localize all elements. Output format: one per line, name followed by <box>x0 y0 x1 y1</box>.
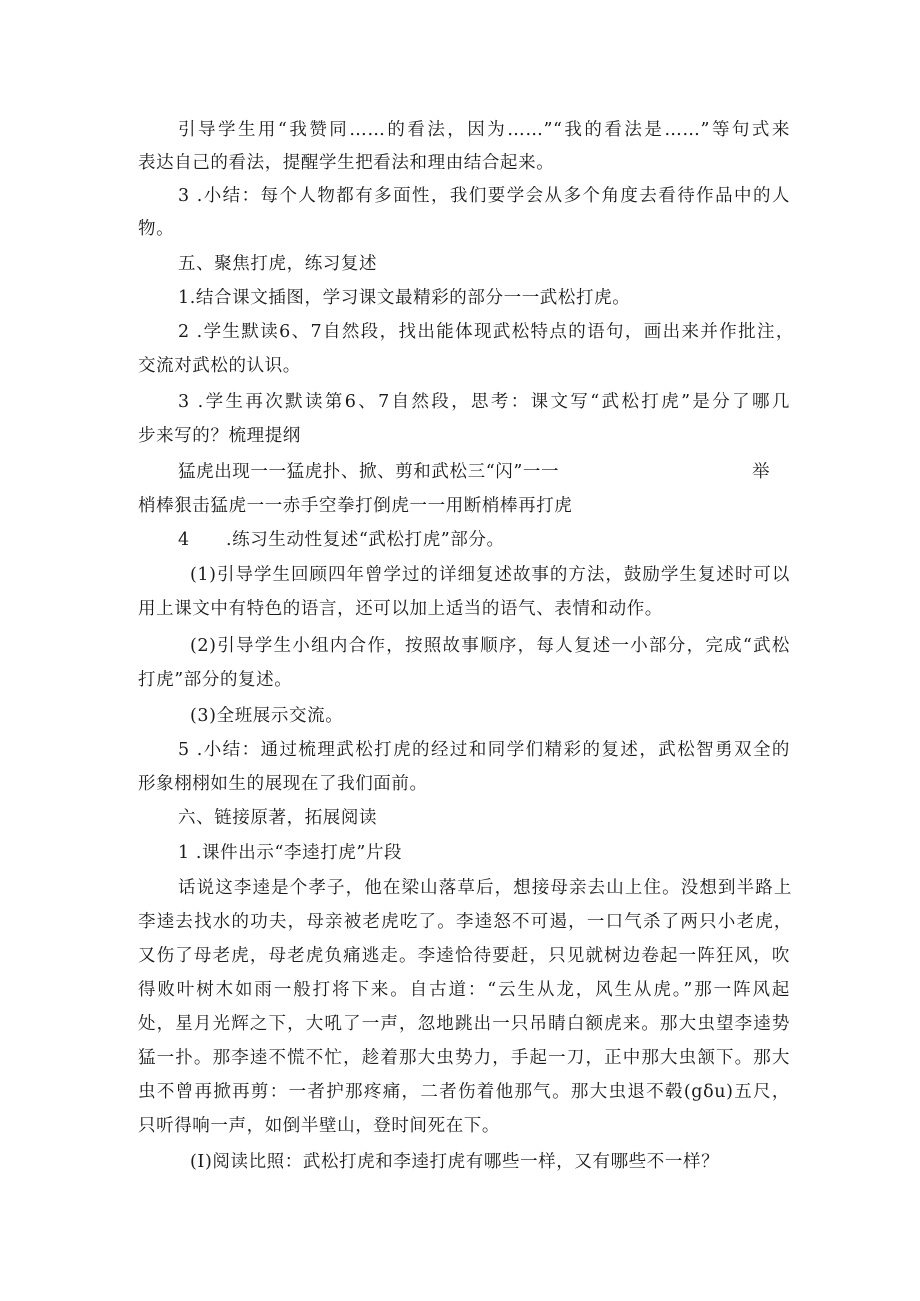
section-heading: 六、链接原著，拓展阅读 <box>178 808 378 828</box>
paragraph-line: 用上课文中有特色的语言，还可以加上适当的语气、表情和动作。 <box>138 599 663 619</box>
paragraph-line: 处，星月光辉之下，大吼了一声，忽地跳出一只吊睛白额虎来。那大虫望李逵势 <box>138 1014 790 1034</box>
paragraph-line: 表达自己的看法，提醒学生把看法和理由结合起来。 <box>138 153 555 173</box>
paragraph-line: 虫不曾再掀再剪：一者护那疼痛，二者伤着他那气。那大虫退不毂(gδu)五尺， <box>138 1082 790 1102</box>
paragraph-line: 猛一扑。那李逵不慌不忙，趁着那大虫势力，手起一刀，正中那大虫颔下。那大 <box>138 1048 790 1068</box>
paragraph-line: 物。 <box>138 219 175 239</box>
paragraph-line: 又伤了母老虎，母老虎负痛逃走。李逵恰待要赶，只见就树边卷起一阵狂风，吹 <box>138 946 790 966</box>
paragraph-line: 交流对武松的认识。 <box>138 356 301 376</box>
paragraph-line: (3)全班展示交流。 <box>190 706 344 726</box>
paragraph-line: 话说这李逵是个孝子，他在梁山落草后，想接母亲去山上住。没想到半路上 <box>178 878 792 898</box>
paragraph-line: (I)阅读比照：武松打虎和李逵打虎有哪些一样，又有哪些不一样？ <box>190 1152 720 1172</box>
paragraph-line: (2)引导学生小组内合作，按照故事顺序，每人复述一小部分，完成“武松 <box>190 636 790 656</box>
paragraph-line: 引导学生用“我赞同……的看法，因为……”“我的看法是……”等句式来 <box>178 120 790 140</box>
paragraph-line: 得败叶树木如雨一般打将下来。自古道：“云生从龙，风生从虎。”那一阵风起 <box>138 980 790 1000</box>
paragraph-line: 步来写的？梳理提纲 <box>138 426 301 446</box>
paragraph-line: .练习生动性复述“武松打虎”部分。 <box>226 530 505 550</box>
outline-line: 猛虎出现一一猛虎扑、掀、剪和武松三“闪”一一 <box>178 462 560 482</box>
paragraph-line: 1.结合课文插图，学习课文最精彩的部分一一武松打虎。 <box>178 288 631 308</box>
paragraph-line: 3 .学生再次默读第6、7自然段，思考：课文写“武松打虎”是分了哪几 <box>178 392 790 412</box>
paragraph-line: 1 .课件出示“李逵打虎”片段 <box>178 843 403 863</box>
outline-line: 举 <box>752 462 771 482</box>
paragraph-line: (1)引导学生回顾四年曾学过的详细复述故事的方法，鼓励学生复述时可以 <box>190 565 790 585</box>
list-number: 4 <box>178 530 190 550</box>
paragraph-line: 李逵去找水的功夫，母亲被老虎吃了。李逵怒不可遏，一口气杀了两只小老虎， <box>138 912 792 932</box>
paragraph-line: 只听得响一声，如倒半壁山，登时间死在下。 <box>138 1116 500 1136</box>
paragraph-line: 3 .小结：每个人物都有多面性，我们要学会从多个角度去看待作品中的人 <box>178 186 790 206</box>
paragraph-line: 2 .学生默读6、7自然段，找出能体现武松特点的语句，画出来并作批注， <box>178 322 794 342</box>
paragraph-line: 5 .小结：通过梳理武松打虎的经过和同学们精彩的复述，武松智勇双全的 <box>178 740 790 760</box>
section-heading: 五、聚焦打虎，练习复述 <box>178 254 378 274</box>
paragraph-line: 打虎”部分的复述。 <box>138 670 293 690</box>
outline-line: 梢棒狠击猛虎一一赤手空拳打倒虎一一用断梢棒再打虎 <box>138 496 573 516</box>
paragraph-line: 形象栩栩如生的展现在了我们面前。 <box>138 774 428 794</box>
